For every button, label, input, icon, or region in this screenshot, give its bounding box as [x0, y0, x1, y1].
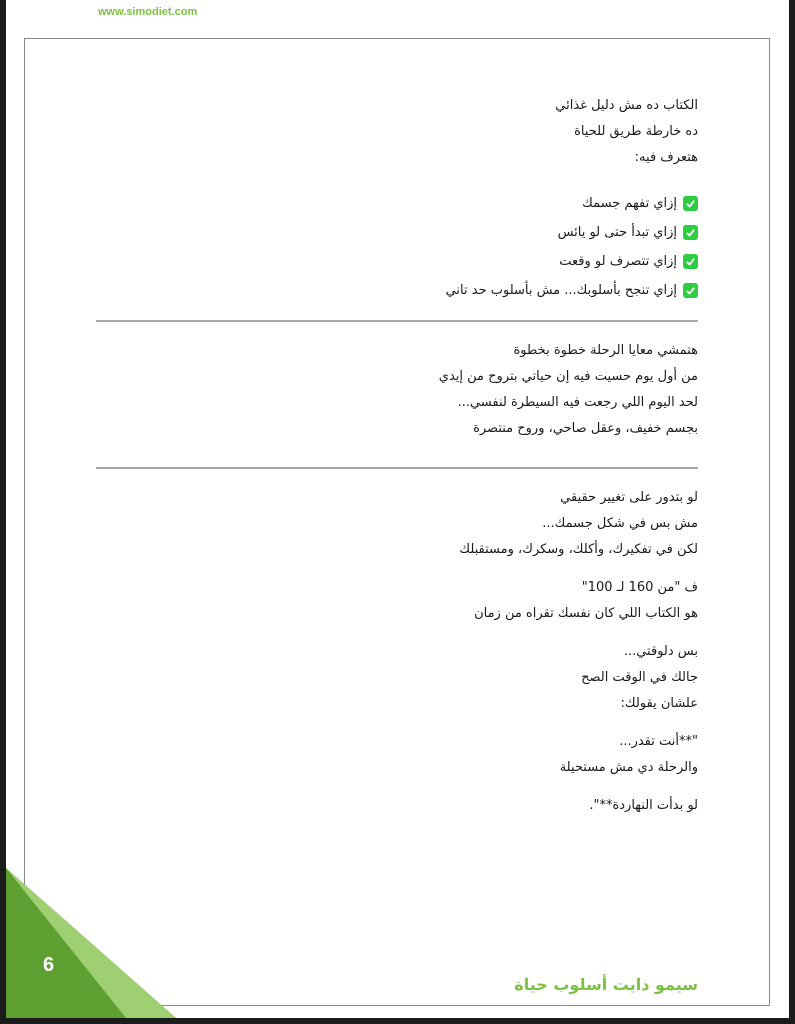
check-mark-icon: [683, 196, 698, 211]
check-mark-icon: [683, 254, 698, 269]
journey-line: لحد اليوم اللي رجعت فيه السيطرة لنفسي...: [457, 395, 698, 410]
checklist-item: [96, 218, 698, 247]
check-mark-icon: [683, 283, 698, 298]
intro-line: ده خارطة طريق للحياة: [574, 124, 698, 139]
checklist-text: إزاي تنجح بأسلوبك... مش بأسلوب حد تاني: [445, 283, 677, 298]
intro-line: هتعرف فيه:: [634, 150, 698, 165]
closing-line: لو بتدور على تغيير حقيقي: [560, 490, 698, 505]
site-url[interactable]: www.simodiet.com: [98, 6, 198, 18]
closing-section: [96, 485, 698, 819]
corner-decoration: [6, 868, 176, 1018]
intro-line: الكتاب ده مش دليل غذائي: [555, 98, 698, 113]
checklist-item: [96, 189, 698, 218]
checklist-text: إزاي تبدأ حتى لو يائس: [557, 225, 677, 240]
quote-line: والرحلة دي مش مستحيلة: [559, 760, 698, 775]
closing-line: جالك في الوقت الصح: [581, 670, 698, 685]
closing-line: لكن في تفكيرك، وأكلك، وسكرك، ومستقبلك: [459, 542, 698, 557]
check-mark-icon: [683, 225, 698, 240]
checklist-text: إزاي تتصرف لو وقعت: [559, 254, 677, 269]
closing-line: هو الكتاب اللي كان نفسك تقراه من زمان: [474, 606, 698, 621]
journey-line: من أول يوم حسيت فيه إن حياتي بتروح من إيدي: [438, 369, 698, 384]
closing-line: مش بس في شكل جسمك...: [542, 516, 698, 531]
quote-line: "**أنت تقدر...: [619, 734, 698, 749]
document-page: [6, 0, 789, 1018]
journey-line: هتمشي معايا الرحلة خطوة بخطوة: [513, 343, 698, 358]
journey-line: بجسم خفيف، وعقل صاحي، وروح منتصرة: [473, 421, 698, 436]
intro-section: [96, 93, 698, 305]
footer-brand: سيمو دايت أسلوب حياة: [514, 975, 698, 994]
section-divider: [96, 320, 698, 322]
closing-line: بس دلوقتي...: [623, 644, 698, 659]
closing-line: علشان يقولك:: [620, 696, 698, 711]
page-number: 6: [43, 954, 55, 976]
checklist-item: [96, 276, 698, 305]
journey-section: [96, 338, 698, 442]
section-divider: [96, 467, 698, 469]
checklist-text: إزاي تفهم جسمك: [582, 196, 677, 211]
book-title-line: ف "من 160 لـ 100": [581, 580, 698, 595]
quote-line: لو بدأت النهاردة**".: [589, 798, 698, 813]
checklist-item: [96, 247, 698, 276]
